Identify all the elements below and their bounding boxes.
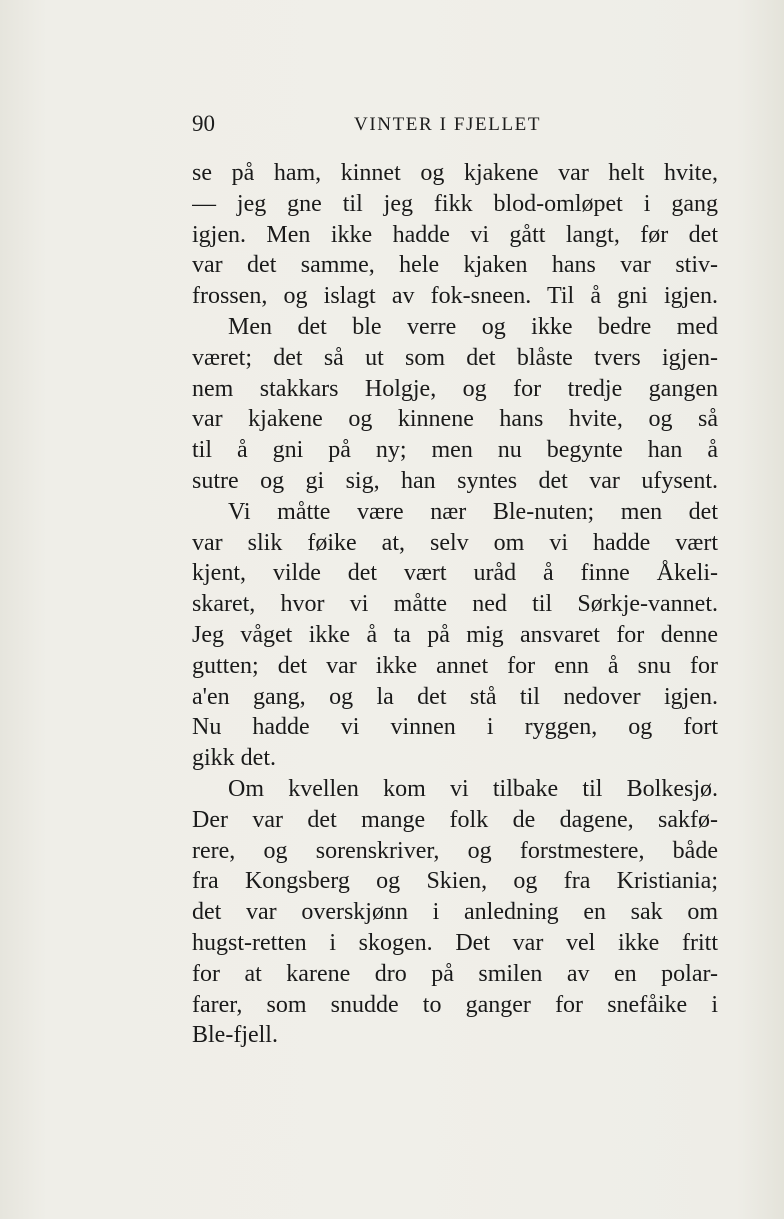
text-line: nem stakkars Holgje, og for tredje gangen [192,375,718,402]
page-header [192,110,718,142]
text-line: for at karene dro på smilen av en polar- [192,960,718,987]
text-line: frossen, og islagt av fok-sneen. Til å gni igjen. [192,283,718,310]
text-line: Jeg våget ikke å ta på mig ansvaret for denne [192,621,718,648]
body-text [192,158,718,1051]
text-line: gikk det. [192,745,276,772]
text-line: — jeg gne til jeg fikk blod-omløpet i gang [192,190,718,217]
text-line: Om kvellen kom vi tilbake til Bolkesjø. [228,775,718,802]
page-number: 90 [192,111,215,136]
text-line: kjent, vilde det vært uråd å finne Åkeli- [192,560,718,587]
text-line: det var overskjønn i anledning en sak om [192,899,718,926]
text-line: se på ham, kinnet og kjakene var helt hvite, [192,160,718,186]
text-line: igjen. Men ikke hadde vi gått langt, før det [192,221,718,248]
running-head: VINTER I FJELLET [354,114,542,135]
text-line: var slik føike at, selv om vi hadde vært [192,529,718,556]
text-line: var det samme, hele kjaken hans var stiv- [192,252,718,279]
text-line: til å gni på ny; men nu begynte han å [192,437,718,464]
text-line: hugst-retten i skogen. Det var vel ikke fritt [192,929,718,956]
text-line: Men det ble verre og ikke bedre med [228,313,718,340]
text-line: rere, og sorenskriver, og forstmestere, både [192,837,718,864]
text-line: Vi måtte være nær Ble-nuten; men det [228,498,718,525]
text-line: gutten; det var ikke annet for enn å snu for [192,652,718,679]
text-line: farer, som snudde to ganger for snefåike i [192,991,718,1018]
text-line: Ble-fjell. [192,1022,278,1049]
text-line: Nu hadde vi vinnen i ryggen, og fort [192,714,718,741]
text-line: Der var det mange folk de dagene, sakfø- [192,806,718,833]
text-line: været; det så ut som det blåste tvers igjen- [192,344,718,371]
text-line: a'en gang, og la det stå til nedover igjen. [192,683,718,710]
text-line: var kjakene og kinnene hans hvite, og så [192,406,718,433]
text-line: sutre og gi sig, han syntes det var ufysent. [192,467,718,494]
text-line: skaret, hvor vi måtte ned til Sørkje-vannet. [192,591,718,618]
text-line: fra Kongsberg og Skien, og fra Kristiania; [192,868,718,895]
